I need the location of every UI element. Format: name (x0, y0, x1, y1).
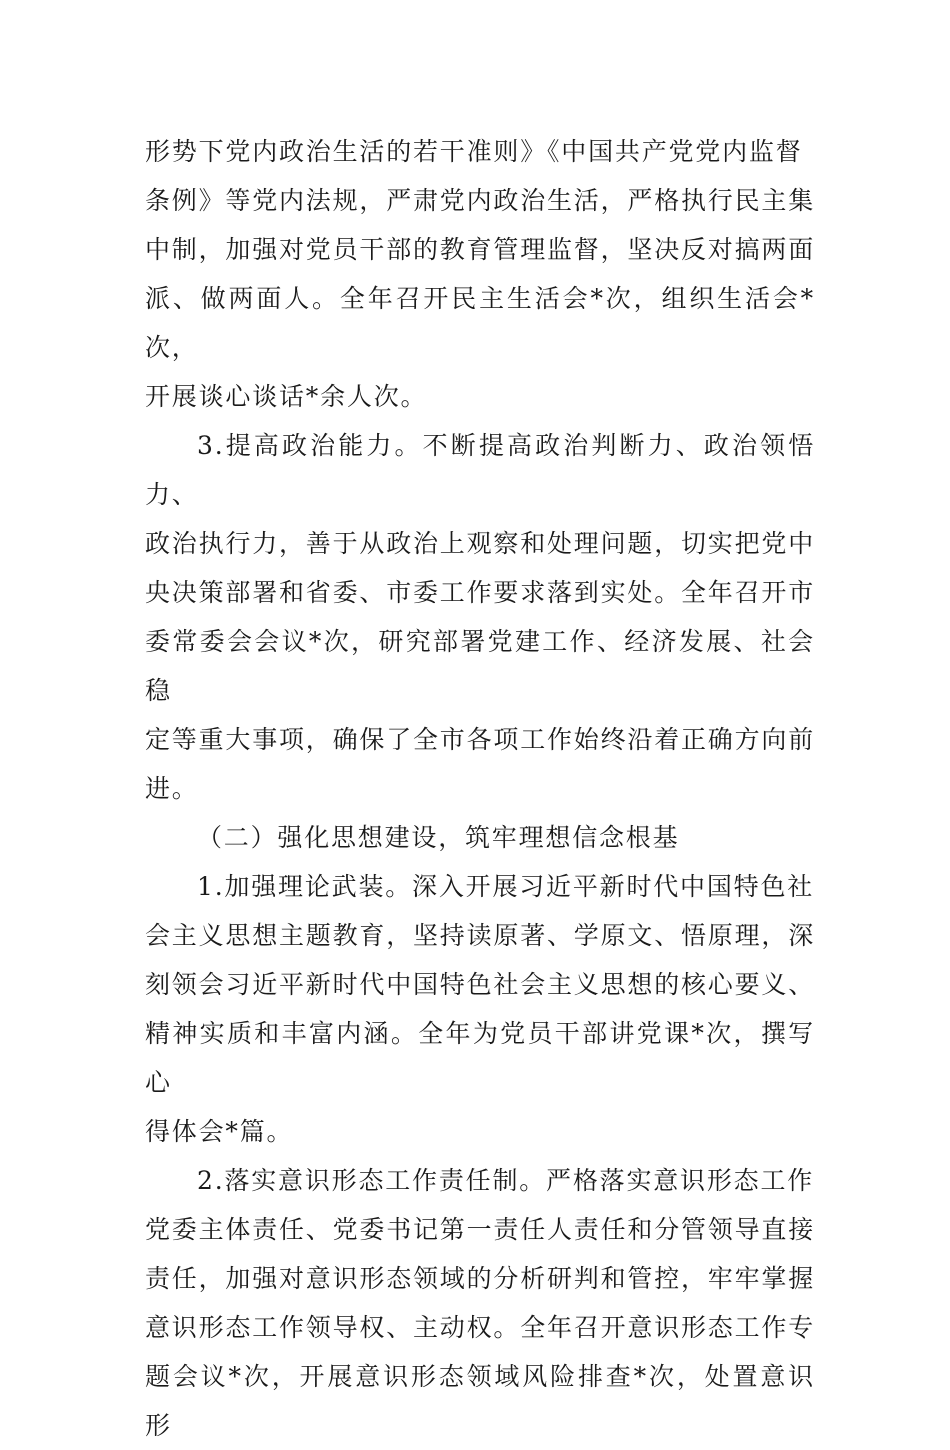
text-line: 开展谈心谈话*余人次。 (145, 382, 428, 411)
text-line: 派、做两面人。全年召开民主生活会*次，组织生活会*次， (145, 284, 815, 362)
text-line: 会主义思想主题教育，坚持读原著、学原文、悟原理，深 (145, 921, 816, 950)
text-line: 刻领会习近平新时代中国特色社会主义思想的核心要义、 (145, 970, 816, 999)
text-line: 责任，加强对意识形态领域的分析研判和管控，牢牢掌握 (145, 1264, 816, 1293)
text-line: 央决策部署和省委、市委工作要求落到实处。全年召开市 (145, 578, 816, 607)
text-line: 精神实质和丰富内涵。全年为党员干部讲党课*次，撰写心 (145, 1019, 815, 1097)
text-line: 中制，加强对党员干部的教育管理监督，坚决反对搞两面 (145, 235, 816, 264)
section-heading (145, 813, 815, 862)
text-line: 2.落实意识形态工作责任制。严格落实意识形态工作 (197, 1166, 815, 1195)
text-line: 题会议*次，开展意识形态领域风险排查*次，处置意识形 (145, 1362, 815, 1440)
paragraph-political-ability (145, 421, 815, 813)
text-line: 委常委会会议*次，研究部署党建工作、经济发展、社会稳 (145, 627, 815, 705)
text-line: 形势下党内政治生活的若干准则》《中国共产党党内监督 (145, 137, 803, 166)
text-line: 条例》等党内法规，严肃党内政治生活，严格执行民主集 (145, 186, 816, 215)
text-line: 定等重大事项，确保了全市各项工作始终沿着正确方向前 (145, 725, 816, 754)
heading-text: （二）强化思想建设，筑牢理想信念根基 (197, 823, 680, 852)
text-line: 政治执行力，善于从政治上观察和处理问题，切实把党中 (145, 529, 816, 558)
text-line: 1.加强理论武装。深入开展习近平新时代中国特色社 (197, 872, 815, 901)
text-line: 党委主体责任、党委书记第一责任人责任和分管领导直接 (145, 1215, 816, 1244)
paragraph-continuation (145, 127, 815, 421)
text-line: 得体会*篇。 (145, 1117, 294, 1146)
text-line: 意识形态工作领导权、主动权。全年召开意识形态工作专 (145, 1313, 816, 1342)
document-body (145, 127, 815, 1450)
text-line: 3.提高政治能力。不断提高政治判断力、政治领悟力、 (145, 431, 815, 509)
paragraph-ideology (145, 1156, 815, 1450)
text-line: 进。 (145, 774, 199, 803)
paragraph-theory (145, 862, 815, 1156)
